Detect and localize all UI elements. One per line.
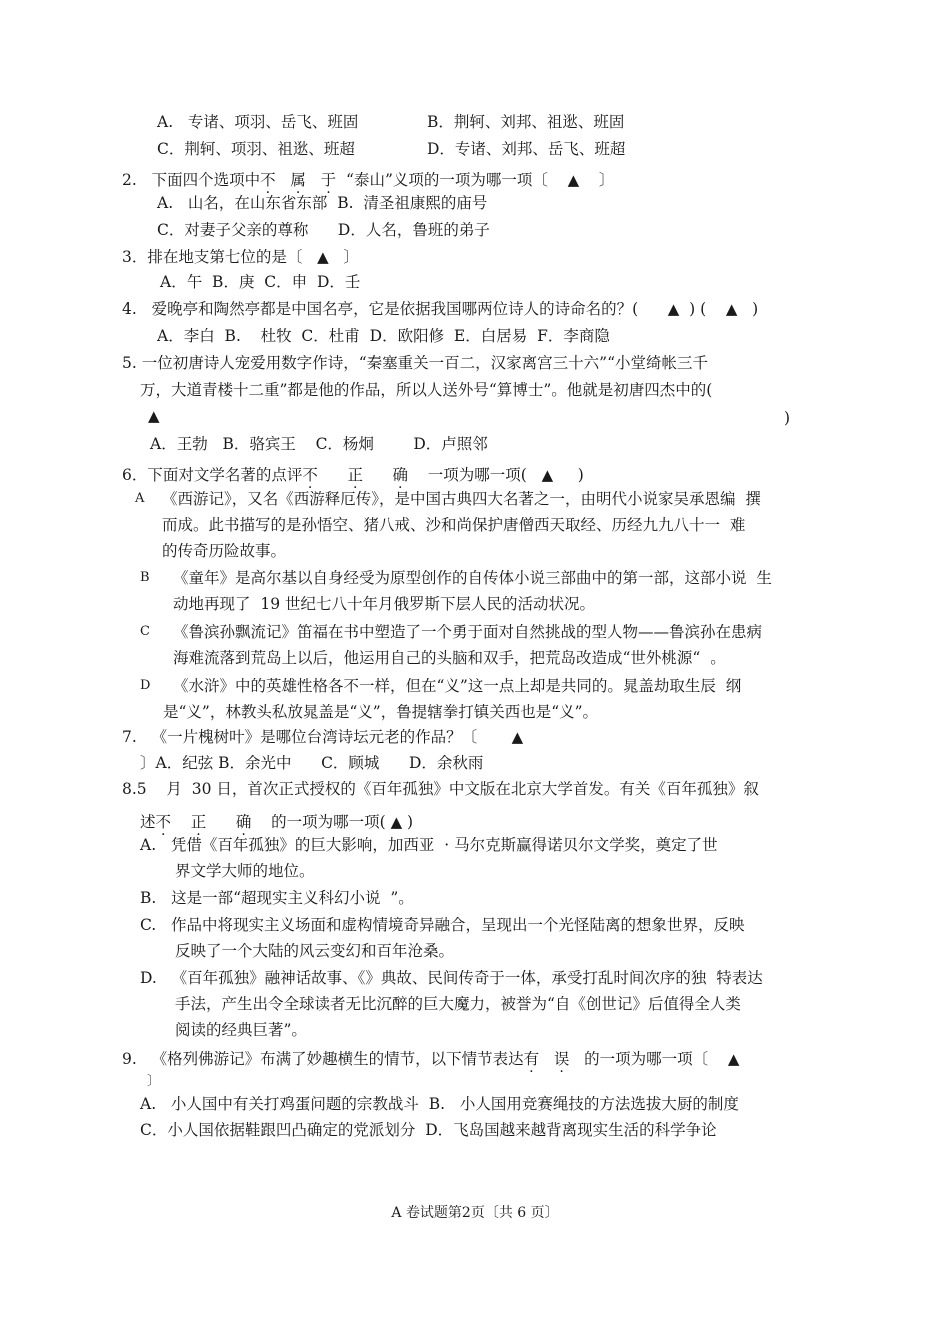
answer-blank-mark: ▲ [390,813,403,831]
q3-stem: 3．排在地支第七位的是〔 ▲ 〕 [122,248,359,266]
q4-options: A．李白 B. 杜牧 C．杜甫 D．欧阳修 E．白居易 F．李商隐 [157,327,610,345]
q8-option-d-line-3: 阅读的经典巨著”。 [175,1021,307,1039]
q6-option-d-line-1: 《水浒》中的英雄性格各不一样，但在“义”这一点上却是共同的。晁盖劫取生辰 纲 [173,677,742,695]
page-footer: A 卷试题第2页〔共 6 页〕 [391,1205,559,1221]
answer-blank-mark: ▲ [667,300,680,318]
q9-options-ab: A. 小人国中有关打鸡蛋问题的宗教战斗 B. 小人国用竞赛绳技的方法选拔大厨的制度 [140,1095,739,1113]
q6-option-c-label: C [140,624,150,639]
q7-stem: 7. 《一片槐树叶》是哪位台湾诗坛元老的作品？〔 ▲ [122,728,524,746]
answer-blank-mark: ▲ [541,466,554,484]
q1-option-b: B．荆轲、刘邦、祖逖、班固 [427,113,625,131]
q4-stem: 4. 爱晚亭和陶然亭都是中国名亭，它是依据我国哪两位诗人的诗命名的？( ▲ ) ( ▲ ) [122,300,759,318]
q2-stem: 2. 下面四个选项中不 属 于 “泰山”义项的一项为哪一项〔 ▲ 〕 [122,171,615,189]
q8-option-a-line-1: A. 凭借《百年孤独》的巨大影响，加西亚 · 马尔克斯赢得诺贝尔文学奖，奠定了世 [140,836,718,854]
answer-blank-mark: ▲ [727,1050,740,1068]
q9-options-cd: C．小人国依据鞋跟凹凸确定的党派划分 D．飞岛国越来越背离现实生活的科学争论 [140,1121,717,1139]
q6-option-d-line-2: 是“义”，林教头私放晁盖是“义”，鲁提辖拳打镇关西也是“义”。 [163,703,599,721]
q1-option-d: D．专诸、刘邦、岳飞、班超 [427,140,626,158]
answer-blank-mark: ▲ [511,728,524,746]
answer-blank-mark: ▲ [567,171,580,189]
q6-option-a-line-1: 《西游记》，又名《西游释厄传》，是中国古典四大名著之一，由明代小说家吴承恩编 撰 [162,490,761,508]
q2-options-ab: A. 山名，在山东省东部 B. 清圣祖康熙的庙号 [157,194,488,212]
q2-options-cd: C．对妻子父亲的尊称 D．人名，鲁班的弟子 [157,221,490,239]
q5-close-paren: ) [784,409,791,427]
q6-option-a-line-2: 而成。此书描写的是孙悟空、猪八戒、沙和尚保护唐僧西天取经、历经九九八十一 难 [162,516,746,534]
q9-stem: 9. 《格列佛游记》布满了妙趣横生的情节，以下情节表达有 误 的一项为哪一项〔 ▲ [122,1050,740,1068]
q6-option-d-label: D [140,678,151,693]
q8-option-b: B. 这是一部“超现实主义科幻小说 ”。 [140,889,414,907]
q8-option-c-line-1: C. 作品中将现实主义场面和虚构情境奇异融合，呈现出一个光怪陆离的想象世界，反映 [140,916,745,934]
q1-option-c: C．荆轲、项羽、祖逖、班超 [157,140,355,158]
q5-line-1: 5. 一位初唐诗人宠爱用数字作诗，“秦塞重关一百二，汉家离宫三十六”“小堂绮帐三千 [122,354,708,372]
q5-line-2: 万，大道青楼十二重”都是他的作品，所以人送外号“算博士”。他就是初唐四杰中的( [140,381,713,399]
q6-option-c-line-2: 海难流落到荒岛上以后，他运用自己的头脑和双手，把荒岛改造成“世外桃源“ 。 [173,649,726,667]
q6-option-a-line-3: 的传奇历险故事。 [162,542,287,560]
q1-option-a: A. 专诸、项羽、岳飞、班固 [157,113,359,131]
q8-option-c-line-2: 反映了一个大陆的风云变幻和百年沧桑。 [175,942,455,960]
q8-option-a-line-2: 界文学大师的地位。 [175,862,315,880]
answer-blank-mark: ▲ [148,407,160,425]
q6-stem: 6．下面对文学名著的点评不 正 确 一项为哪一项( ▲ ) [122,466,584,484]
q6-option-a-label: A [135,491,145,506]
q6-option-b-label: B [140,570,150,585]
q6-option-b-line-2: 动地再现了 19 世纪七八十年月俄罗斯下层人民的活动状况。 [173,595,596,613]
q8-line-1: 8.5 月 30 日，首次正式授权的《百年孤独》中文版在北京大学首发。有关《百年孤独》叙 [122,780,759,798]
q8-option-d-line-2: 手法，产生出令全球读者无比沉醉的巨大魔力，被誉为“自《创世记》后值得全人类 [175,995,741,1013]
answer-blank-mark: ▲ [725,300,738,318]
q7-options: 〕A．纪弦 B．余光中 C．顾城 D．余秋雨 [140,754,484,772]
q3-options: A．午 B．庚 C．申 D．壬 [160,273,361,291]
q8-option-d-line-1: D. 《百年孤独》融神话故事、《》典故、民间传奇于一体，承受打乱时间次序的独 特表达 [140,969,763,987]
q5-options: A．王勃 B．骆宾王 C．杨炯 D．卢照邻 [150,435,488,453]
q9-close-bracket: 〕 [147,1074,161,1089]
q6-option-b-line-1: 《童年》是高尔基以自身经受为原型创作的自传体小说三部曲中的第一部，这部小说 生 [173,569,772,587]
answer-blank-mark: ▲ [317,248,329,266]
q8-line-2: 述不 正 确 的一项为哪一项( ▲ ) [140,813,414,831]
q6-option-c-line-1: 《鲁滨孙飘流记》笛福在书中塑造了一个勇于面对自然挑战的型人物——鲁滨孙在患病 [173,623,763,641]
